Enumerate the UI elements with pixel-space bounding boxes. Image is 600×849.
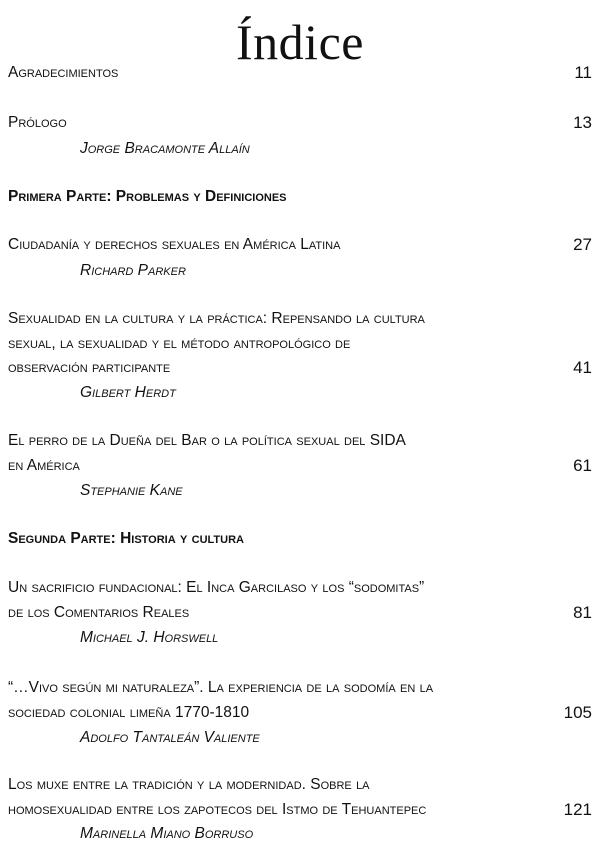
toc-entry-title[interactable]: Ciudadanía y derechos sexuales en América Latina (8, 236, 341, 253)
toc-part-heading[interactable]: Segunda Parte: Historia y cultura (8, 530, 244, 547)
toc-entry-title-line[interactable]: El perro de la Dueña del Bar o la política sexual del SIDA (8, 432, 406, 449)
toc-page-number: 105 (563, 703, 592, 722)
toc-author: Marinella Miano Borruso (80, 825, 254, 842)
toc-entry-title[interactable]: Prólogo (8, 114, 67, 131)
toc-author: Jorge Bracamonte Allaín (80, 140, 250, 157)
toc-page-number: 121 (563, 800, 592, 819)
toc-entry-title-line[interactable]: Los muxe entre la tradición y la modernidad. Sobre la (8, 776, 370, 793)
toc-page-number: 81 (573, 603, 592, 622)
toc-entry-title-line[interactable]: en América (8, 457, 80, 474)
toc-author: Richard Parker (80, 262, 186, 279)
toc-page-number: 11 (574, 63, 592, 82)
toc-author: Gilbert Herdt (80, 384, 176, 401)
toc-entry-title-line[interactable]: Un sacrificio fundacional: El Inca Garcilaso y los “sodomitas” (8, 579, 425, 596)
toc-page-number: 27 (573, 235, 592, 254)
toc-entry-title-line[interactable]: sociedad colonial limeña 1770-1810 (8, 704, 250, 721)
toc-entry-title-line[interactable]: sexual, la sexualidad y el método antropológico de (8, 335, 351, 352)
toc-author: Stephanie Kane (80, 482, 183, 499)
toc-page-number: 41 (573, 358, 592, 377)
toc-page-number: 61 (573, 456, 592, 475)
toc-entry-title-line[interactable]: observación participante (8, 359, 171, 376)
toc-entry-title-line[interactable]: “…Vivo según mi naturaleza”. La experiencia de la sodomía en la (8, 679, 434, 696)
toc-page-number: 13 (573, 113, 592, 132)
toc-entry-title-line[interactable]: homosexualidad entre los zapotecos del Istmo de Tehuantepec (8, 801, 427, 818)
toc-author: Michael J. Horswell (80, 629, 219, 646)
toc-author: Adolfo Tantaleán Valiente (80, 729, 260, 746)
toc-entry-title-line[interactable]: Sexualidad en la cultura y la práctica: Repensando la cultura (8, 310, 425, 327)
page-title: Índice (236, 14, 364, 70)
toc-entry-title[interactable]: Agradecimientos (8, 64, 119, 81)
toc-entry-title-line[interactable]: de los Comentarios Reales (8, 604, 190, 621)
toc-part-heading[interactable]: Primera Parte: Problemas y Definiciones (8, 188, 287, 205)
